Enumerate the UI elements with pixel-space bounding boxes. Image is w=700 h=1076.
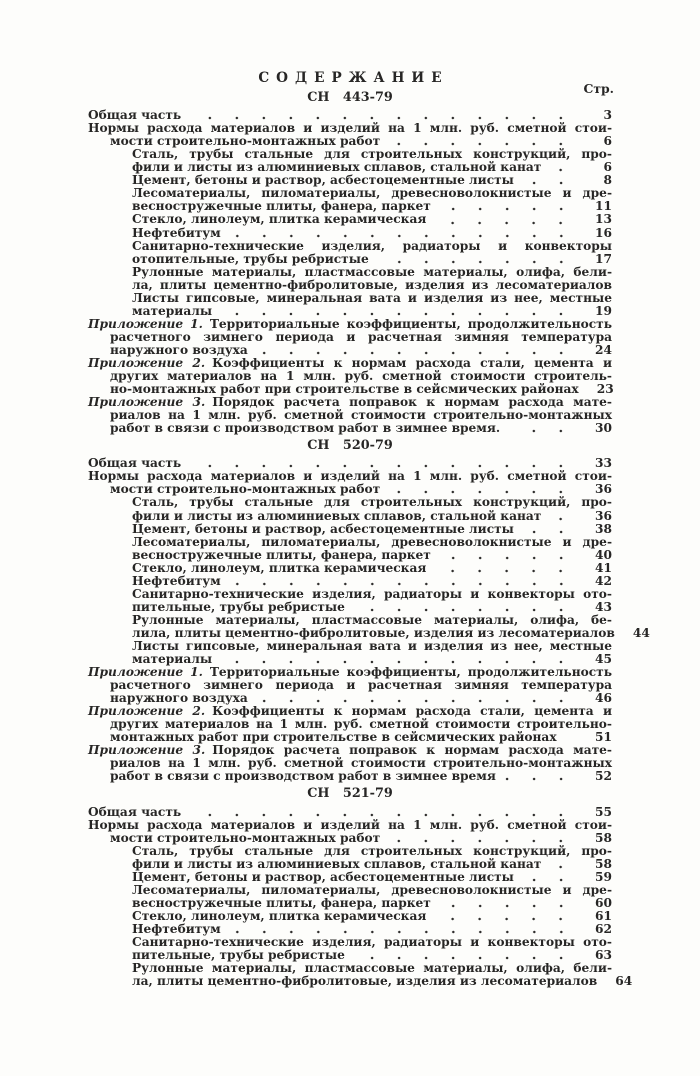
- section-heading: СН 520-79: [307, 438, 393, 454]
- dot-leader: [221, 660, 586, 664]
- toc-entry-last-line: [132, 227, 612, 240]
- dot-leader: [190, 116, 586, 120]
- dot-leader: [440, 904, 586, 908]
- toc-entry-line: [88, 318, 612, 331]
- page-number: 36: [595, 482, 612, 497]
- dot-leader: [257, 699, 586, 703]
- page-number: 40: [595, 547, 612, 562]
- page-number: 55: [595, 804, 612, 819]
- appendix-label: Приложение 1.: [88, 316, 203, 331]
- toc-entry: [88, 961, 633, 989]
- toc-entry: [88, 470, 612, 496]
- page-number: 51: [595, 730, 612, 745]
- toc-entry: [88, 396, 612, 435]
- page-number: 46: [595, 691, 612, 706]
- toc-entry-line: расчетного зимнего периода и расчетная зимняя температура: [110, 678, 612, 693]
- toc-entry: [88, 122, 612, 148]
- toc-entry-last-line: [132, 871, 612, 884]
- toc-entry: [88, 562, 612, 575]
- toc-entry: [88, 187, 612, 213]
- toc-entry-line: мости строительно-монтажных работ: [110, 134, 381, 149]
- toc-entry: [88, 496, 612, 522]
- page-number: 36: [595, 508, 612, 523]
- dot-leader: [523, 878, 586, 882]
- toc-entry-line: Общая часть: [88, 108, 182, 123]
- toc-entry-line: весностружечные плиты, фанера, паркет: [132, 199, 431, 214]
- dot-leader: [190, 464, 586, 468]
- toc-entry-line-text: Порядок расчета поправок к нормам расхода мате-: [212, 743, 612, 758]
- toc-entry-line: риалов на 1 млн. руб. сметной стоимости строительно-монтажных: [110, 756, 612, 771]
- page-number: 58: [595, 830, 612, 845]
- toc-entry-line-text: Коэффициенты к нормам расхода стали, цемента и: [212, 704, 612, 719]
- page-number: 3: [603, 108, 612, 123]
- page-number: 44: [632, 625, 650, 640]
- toc-entry-line: Нефтебитум: [132, 921, 221, 936]
- dot-leader: [378, 260, 586, 264]
- toc-entry-line: Санитарно-технические изделия, радиаторы и конвекторы ото-: [132, 935, 612, 949]
- page-number: 42: [595, 573, 612, 588]
- dot-leader: [550, 168, 586, 172]
- toc-entry-line: Лесоматериалы, пиломатериалы, древесноволокнистые и дре-: [132, 534, 612, 549]
- toc-entry-line: наружного воздуха: [110, 691, 248, 706]
- toc-entry-last-line: [132, 910, 612, 923]
- toc-entry: [88, 240, 612, 266]
- toc-entry-line: Общая часть: [88, 804, 182, 819]
- appendix-label: Приложение 3.: [88, 395, 206, 410]
- toc-entry-line: пительные, трубы ребристые: [132, 599, 345, 614]
- page-number: 6: [603, 160, 612, 175]
- dot-leader: [230, 930, 586, 934]
- page-number: 23: [596, 382, 614, 397]
- toc-entry-line: монтажных работ при строительстве в сейсмических районах: [110, 730, 557, 745]
- toc-entry-last-line: [132, 858, 612, 871]
- page-number: 59: [595, 869, 612, 884]
- dot-leader: [190, 813, 586, 817]
- toc-entry-line: фили и листы из алюминиевых сплавов, стальной канат: [132, 508, 542, 523]
- toc-entry-line-text: Порядок расчета поправок к нормам расхода мате-: [212, 395, 612, 410]
- page-number: 13: [595, 212, 612, 227]
- dot-leader: [257, 351, 586, 355]
- page-number: 11: [595, 199, 612, 214]
- page-title: СОДЕРЖАНИЕ: [258, 70, 449, 86]
- toc-entry-line: отопительные, трубы ребристые: [132, 251, 369, 266]
- toc-entry-last-line: [132, 625, 650, 640]
- page-number: 30: [595, 421, 612, 436]
- dot-leader: [230, 234, 586, 238]
- toc-entry-line: Цемент, бетоны и раствор, асбестоцементные листы: [132, 173, 514, 188]
- toc-entry: [88, 819, 612, 845]
- toc-entry-last-line: [132, 575, 612, 588]
- dot-leader: [509, 429, 586, 433]
- toc-entry-last-line: [110, 832, 612, 845]
- toc-entry-last-line: [110, 770, 612, 783]
- appendix-label: Приложение 1.: [88, 665, 203, 680]
- page-number: 63: [595, 948, 612, 963]
- page-column-label: Стр.: [583, 81, 614, 96]
- dot-leader: [435, 221, 586, 225]
- toc-entry-last-line: [132, 549, 612, 562]
- dot-leader: [221, 312, 586, 316]
- toc-entry-line: Стекло, линолеум, плитка керамическая: [132, 908, 427, 923]
- section-heading: СН 521-79: [307, 786, 393, 802]
- toc-entry-line: работ в связи с производством работ в зимнее время.: [110, 421, 501, 436]
- toc-entry: [88, 292, 612, 318]
- toc-entry-line: Общая часть: [88, 456, 182, 471]
- toc-entry-line: Сталь, трубы стальные для строительных конструкций, про-: [132, 147, 612, 162]
- dot-leader: [435, 917, 586, 921]
- section-heading: СН 443-79: [307, 90, 393, 106]
- toc-entry-last-line: [132, 213, 612, 226]
- toc-entry-line: мости строительно-монтажных работ: [110, 830, 381, 845]
- toc-entry: [88, 536, 612, 562]
- toc-entry-line: весностружечные плиты, фанера, паркет: [132, 547, 431, 562]
- page-number: 52: [595, 769, 612, 784]
- toc-entry-line-text: Территориальные коэффициенты, продолжительность: [209, 316, 612, 331]
- page-number: 62: [595, 921, 612, 936]
- page-number: 61: [595, 908, 612, 923]
- dot-leader: [354, 956, 586, 960]
- dot-leader: [435, 569, 586, 573]
- page-number: 24: [595, 342, 612, 357]
- toc-entry-line: фили и листы из алюминиевых сплавов, стальной канат: [132, 160, 542, 175]
- toc-entry: [88, 357, 612, 396]
- page-number: 17: [595, 251, 612, 266]
- toc-entry: [88, 806, 612, 819]
- toc-entry-last-line: [132, 253, 612, 266]
- toc-entry-line: Рулонные материалы, пластмассовые материалы, олифа, бели-: [132, 264, 612, 279]
- toc-entry-last-line: [132, 897, 612, 910]
- toc-entry-line: Рулонные материалы, пластмассовые материалы, олифа, бе-: [132, 612, 612, 627]
- page-number: 45: [595, 652, 612, 667]
- toc-entry: [88, 845, 612, 871]
- dot-leader: [550, 865, 586, 869]
- toc-entry-line: Нормы расхода материалов и изделий на 1 млн. руб. сметной стои-: [88, 469, 612, 484]
- toc-entry: [88, 744, 612, 783]
- page-number: 43: [595, 599, 612, 614]
- appendix-label: Приложение 2.: [88, 355, 206, 370]
- toc-entry-line: Стекло, линолеум, плитка керамическая: [132, 560, 427, 575]
- page-number: 16: [595, 225, 612, 240]
- toc-entry: [88, 612, 650, 640]
- page-number: 8: [603, 173, 612, 188]
- toc-entry-line: Цемент, бетоны и раствор, асбестоцементные листы: [132, 521, 514, 536]
- toc-entry-line: Стекло, линолеум, плитка керамическая: [132, 212, 427, 227]
- toc-entry: [88, 148, 612, 174]
- dot-leader: [505, 777, 586, 781]
- toc-entry: [88, 884, 612, 910]
- toc-entry-line: других материалов на 1 млн. руб. сметной стоимости строитель-: [110, 369, 612, 384]
- dot-leader: [566, 738, 586, 742]
- toc-entry-line: Сталь, трубы стальные для строительных конструкций, про-: [132, 843, 612, 858]
- toc-entry: [88, 936, 612, 962]
- dot-leader: [389, 490, 586, 494]
- dot-leader: [389, 142, 586, 146]
- page-number: 19: [595, 303, 612, 318]
- dot-leader: [550, 517, 586, 521]
- toc-entry-line: Листы гипсовые, минеральная вата и изделия из нее, местные: [132, 290, 612, 305]
- toc-entry-line: материалы: [132, 303, 213, 318]
- toc-entry-line: но-монтажных работ при строительстве в сейсмических районах: [110, 382, 579, 397]
- toc-entry-line: ла, плиты цементно-фибролитовые, изделия из лесоматериалов: [132, 974, 598, 989]
- toc-entry-line: работ в связи с производством работ в зимнее время: [110, 769, 496, 784]
- page-number: 38: [595, 521, 612, 536]
- dot-leader: [523, 181, 586, 185]
- toc-entry: [88, 640, 612, 666]
- toc-entry-line: Лесоматериалы, пиломатериалы, древесноволокнистые и дре-: [132, 186, 612, 201]
- toc-entry-line: лила, плиты цементно-фибролитовые, изделия из лесоматериалов: [132, 625, 615, 640]
- dot-leader: [440, 556, 586, 560]
- toc-entry-line: наружного воздуха: [110, 342, 248, 357]
- dot-leader: [389, 839, 586, 843]
- toc-entry: [88, 318, 612, 357]
- toc-entry: [88, 910, 612, 923]
- page-number: 58: [595, 856, 612, 871]
- toc-entry-line: Нефтебитум: [132, 225, 221, 240]
- toc-entry-line: Лесоматериалы, пиломатериалы, древесноволокнистые и дре-: [132, 882, 612, 897]
- toc-entry: [88, 705, 612, 744]
- toc-entry-last-line: [132, 974, 633, 989]
- toc-sections: [88, 90, 650, 989]
- toc-entry: [88, 266, 612, 292]
- toc-entry-line-text: Коэффициенты к нормам расхода стали, цемента и: [212, 355, 612, 370]
- toc-entry-line: Санитарно-технические изделия, радиаторы и конвекторы ото-: [132, 586, 612, 601]
- toc-entry: [88, 213, 612, 226]
- page-number: 6: [603, 134, 612, 149]
- toc-entry: [88, 871, 612, 884]
- page-number: 33: [595, 456, 612, 471]
- appendix-label: Приложение 3.: [88, 743, 206, 758]
- toc-entry-line: пительные, трубы ребристые: [132, 948, 345, 963]
- page-number: 64: [615, 974, 633, 989]
- toc-entry: [88, 666, 612, 705]
- toc-entry-last-line: [132, 523, 612, 536]
- dot-leader: [523, 530, 586, 534]
- toc-entry-line: весностружечные плиты, фанера, паркет: [132, 895, 431, 910]
- toc-entry-line: Сталь, трубы стальные для строительных конструкций, про-: [132, 495, 612, 510]
- toc-entry: [88, 588, 612, 614]
- toc-entry-line-text: Территориальные коэффициенты, продолжительность: [209, 665, 612, 680]
- toc-entry-line: Санитарно-технические изделия, радиаторы и конвекторы: [132, 238, 612, 253]
- toc-entry-line: ла, плиты цементно-фибролитовые, изделия из лесоматериалов: [132, 277, 612, 292]
- dot-leader: [230, 582, 586, 586]
- toc-entry-line: Нормы расхода материалов и изделий на 1 млн. руб. сметной стои-: [88, 121, 612, 136]
- toc-entry-line: риалов на 1 млн. руб. сметной стоимости строительно-монтажных: [110, 408, 612, 423]
- toc-entry-last-line: [132, 601, 612, 614]
- dot-leader: [354, 608, 586, 612]
- toc-entry-line: Нормы расхода материалов и изделий на 1 млн. руб. сметной стои-: [88, 817, 612, 832]
- page-number: 60: [595, 895, 612, 910]
- toc-entry-line: фили и листы из алюминиевых сплавов, стальной канат: [132, 856, 542, 871]
- toc-entry-last-line: [132, 510, 612, 523]
- toc-entry-line: Нефтебитум: [132, 573, 221, 588]
- toc-entry-last-line: [110, 422, 612, 435]
- toc-entry-line: расчетного зимнего периода и расчетная зимняя температура: [110, 329, 612, 344]
- toc-entry-line: Цемент, бетоны и раствор, асбестоцементные листы: [132, 869, 514, 884]
- toc-entry-line: материалы: [132, 652, 213, 667]
- toc-entry-line: мости строительно-монтажных работ: [110, 482, 381, 497]
- toc-entry-line: Рулонные материалы, пластмассовые материалы, олифа, бели-: [132, 961, 612, 976]
- toc-entry: [88, 227, 612, 240]
- toc-entry-last-line: [88, 806, 612, 819]
- toc-entry-line: Листы гипсовые, минеральная вата и изделия из нее, местные: [132, 638, 612, 653]
- toc-entry: [88, 523, 612, 536]
- dot-leader: [440, 207, 586, 211]
- toc-entry-line: других материалов на 1 млн. руб. сметной стоимости строительно-: [110, 717, 612, 732]
- appendix-label: Приложение 2.: [88, 704, 206, 719]
- toc-entry-last-line: [132, 562, 612, 575]
- toc-entry: [88, 575, 612, 588]
- page-number: 41: [595, 560, 612, 575]
